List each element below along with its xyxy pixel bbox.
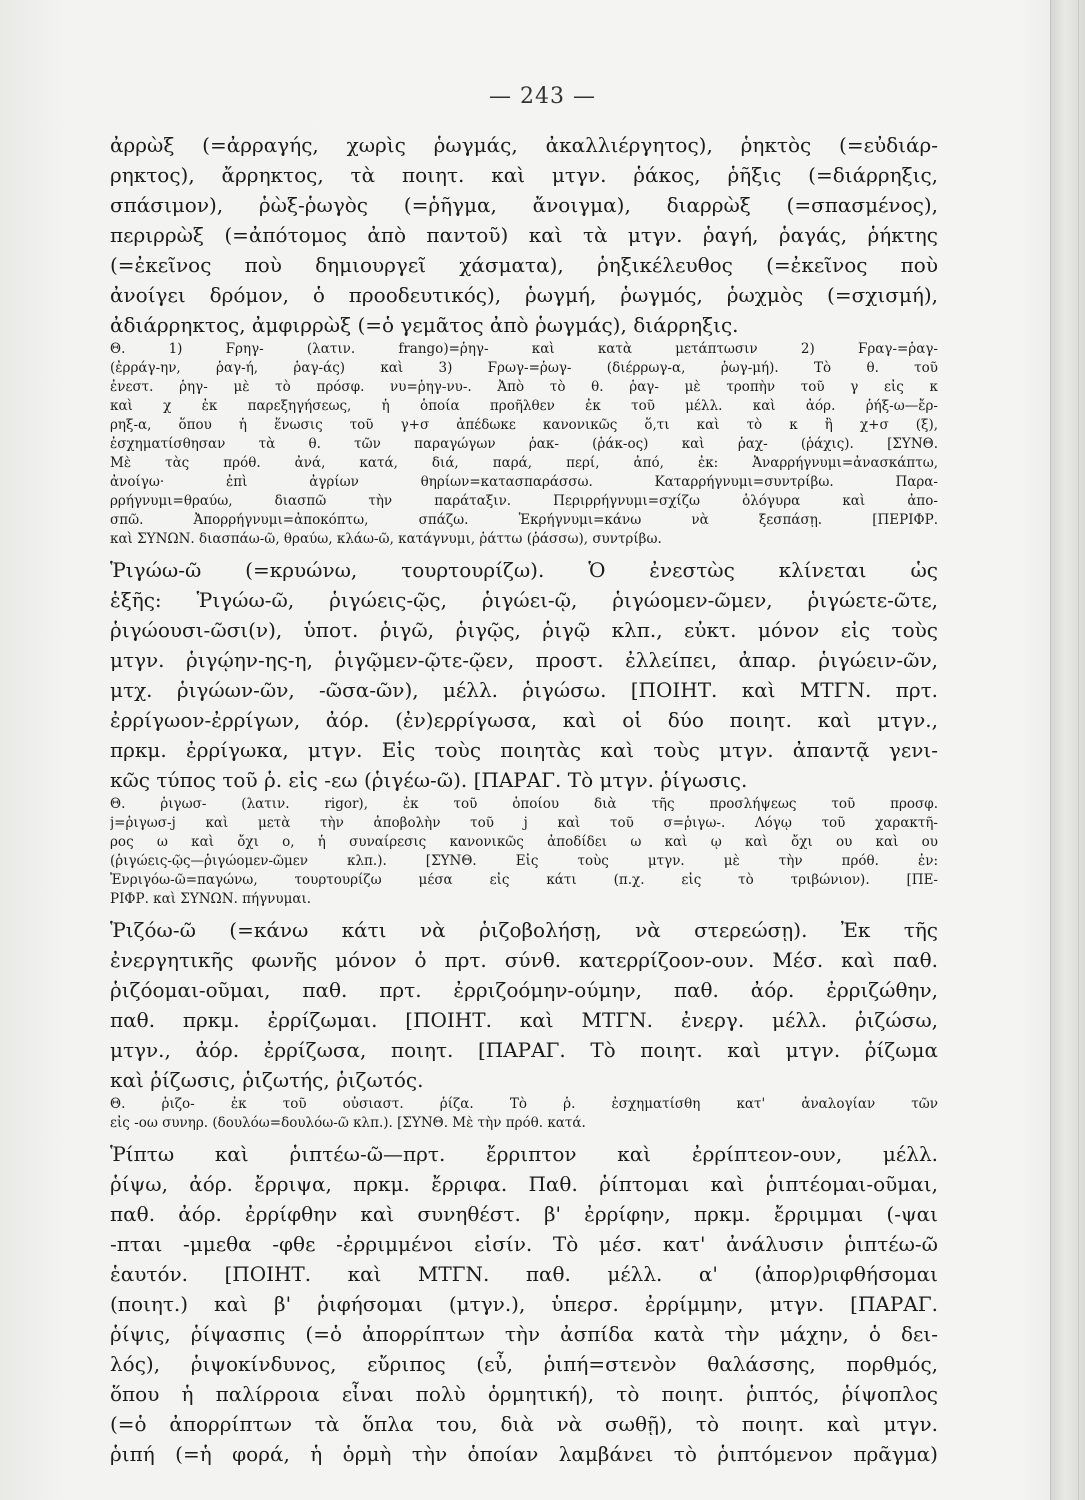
- entry-text-line: -πται -μμεθα -φθε -ἐρριμμένοι εἰσίν. Τὸ μέσ. κατ' ἀνάλυσιν ῥιπτέω-ῶ: [110, 1232, 938, 1256]
- etymology-note-line: Μὲ τὰς πρόθ. ἀνά, κατά, διά, παρά, περί, ἀπό, ἐκ: Ἀναρρήγνυμι=ἀνασκάπτω,: [110, 455, 938, 471]
- page-edge-shadow: [1050, 0, 1085, 1500]
- entry-text-line: Ῥιζόω-ῶ (=κάνω κάτι νὰ ῥιζοβολήσῃ, νὰ στερεώσῃ). Ἐκ τῆς: [110, 918, 938, 942]
- etymology-note-line: καὶ ΣΥΝΩΝ. διασπάω-ῶ, θραύω, κλάω-ῶ, κατάγνυμι, ῥάττω (ῥάσσω), συντρίβω.: [110, 531, 662, 547]
- entry-text-line: παθ. ἀόρ. ἐρρίφθην καὶ συνηθέστ. β' ἐρρίφην, πρκμ. ἔρριμμαι (-ψαι: [110, 1202, 938, 1226]
- entry-text-line: μτγν. ῥιγῴην-ης-η, ῥιγῷμεν-ῷτε-ῷεν, προστ. ἐλλείπει, ἀπαρ. ῥιγώειν-ῶν,: [110, 648, 938, 672]
- entry-text-line: ῥιπή (=ἡ φορά, ἡ ὁρμὴ τὴν ὁποίαν λαμβάνει τὸ ῥιπτόμενον πρᾶγμα): [110, 1442, 938, 1466]
- entry-text-line: ρηκτος), ἄρρηκτος, τὰ ποιητ. καὶ μτγν. ῥάκος, ῥῆξις (=διάρρηξις,: [110, 163, 938, 187]
- etymology-note-line: ἐσχηματίσθησαν τὰ θ. τῶν παραγώγων ῥακ- (ῥάκ-ος) καὶ ῥαχ- (ῥάχις). [ΣΥΝΘ.: [110, 436, 938, 452]
- etymology-note-line: Θ. ῥιγωσ- (λατιν. rigor), ἐκ τοῦ ὁποίου διὰ τῆς προσλήψεως τοῦ προσφ.: [110, 796, 938, 812]
- etymology-note-line: ρος ω καὶ ὄχι ο, ἡ συναίρεσις κανονικῶς ἀποδίδει ω καὶ ῳ καὶ ὄχι ου καὶ ου: [110, 834, 938, 850]
- entry-text-line: ἐνεργητικῆς φωνῆς μόνον ὁ πρτ. σύνθ. κατερρίζοον-ουν. Μέσ. καὶ παθ.: [110, 948, 938, 972]
- entry-text-line: μτχ. ῥιγώων-ῶν, -ῶσα-ῶν), μέλλ. ῥιγώσω. [ΠΟΙΗΤ. καὶ ΜΤΓΝ. πρτ.: [110, 678, 938, 702]
- entry-text-line: λός), ῥιψοκίνδυνος, εὔριπος (εὖ, ῥιπή=στενὸν θαλάσσης, πορθμός,: [110, 1352, 938, 1376]
- etymology-note-line: (ἐρράγ-ην, ῥαγ-ή, ῥαγ-άς) καὶ 3) Ϝρωγ-=ῥωγ- (διέρρωγ-α, ῥωγ-μή). Τὸ θ. τοῦ: [110, 360, 938, 376]
- etymology-note-line: (ῥιγώεις-ῷς—ῥιγώομεν-ῶμεν κλπ.). [ΣΥΝΘ. Εἰς τοὺς μτγν. μὲ τὴν πρόθ. ἐν:: [110, 853, 938, 869]
- etymology-note-line: Θ. 1) Ϝρηγ- (λατιν. frango)=ῥηγ- καὶ κατὰ μετάπτωσιν 2) Ϝραγ-=ῥαγ-: [110, 341, 938, 357]
- page-number: — 243 —: [489, 84, 596, 109]
- etymology-note-line: ρρήγνυμι=θραύω, διασπῶ τὴν παράταξιν. Περιρρήγνυμι=σχίζω ὁλόγυρα καὶ ἀπο-: [110, 493, 938, 509]
- entry-text-line: (ποιητ.) καὶ β' ῥιφήσομαι (μτγν.), ὑπερσ. ἐρρίμμην, μτγν. [ΠΑΡΑΓ.: [110, 1292, 938, 1316]
- entry-text-line: ὅπου ἡ παλίρροια εἶναι πολὺ ὁρμητική), τὸ ποιητ. ῥιπτός, ῥίψοπλος: [110, 1382, 938, 1406]
- entry-text-line: (=ἐκεῖνος ποὺ δημιουργεῖ χάσματα), ῥηξικέλευθος (=ἐκεῖνος ποὺ: [110, 253, 938, 277]
- entry-text-line: ἑξῆς: Ῥιγώω-ῶ, ῥιγώεις-ῷς, ῥιγώει-ῷ, ῥιγώομεν-ῶμεν, ῥιγώετε-ῶτε,: [110, 588, 938, 612]
- entry-text-line: καὶ ῥίζωσις, ῥιζωτής, ῥιζωτός.: [110, 1068, 424, 1092]
- etymology-note-line: καὶ χ ἐκ παρεξηγήσεως, ἡ ὁποία προῆλθεν ἐκ τοῦ μέλλ. καὶ ἀόρ. ῥήξ-ω—ἔρ-: [110, 398, 938, 414]
- entry-text-line: ῥιζόομαι-οῦμαι, παθ. πρτ. ἐρριζοόμην-ούμην, παθ. ἀόρ. ἐρριζώθην,: [110, 978, 938, 1002]
- etymology-note-line: ἐνεστ. ῥηγ- μὲ τὸ πρόσφ. νυ=ῥηγ-νυ-. Ἀπὸ τὸ θ. ῥαγ- μὲ τροπὴν τοῦ γ εἰς κ: [110, 379, 938, 395]
- etymology-note-line: εἰς -οω συνηρ. (δουλόω=δουλόω-ῶ κλπ.). [ΣΥΝΘ. Μὲ τὴν πρόθ. κατά.: [110, 1115, 586, 1131]
- etymology-note-line: Ἐνριγόω-ῶ=παγώνω, τουρτουρίζω μέσα εἰς κάτι (π.χ. εἰς τὸ τριβώνιον). [ΠΕ-: [110, 872, 938, 888]
- entry-text-line: ῥίψις, ῥίψασπις (=ὁ ἀπορρίπτων τὴν ἀσπίδα κατὰ τὴν μάχην, ὁ δει-: [110, 1322, 938, 1346]
- etymology-note-line: j=ῥιγωσ-j καὶ μετὰ τὴν ἀποβολὴν τοῦ j καὶ τοῦ σ=ῥιγω-. Λόγῳ τοῦ χαρακτῆ-: [110, 815, 938, 831]
- entry-text-line: ἀρρὼξ (=ἀρραγής, χωρὶς ῥωγμάς, ἀκαλλιέργητος), ῥηκτὸς (=εὐδιάρ-: [110, 133, 938, 157]
- entry-text-line: ἐρρίγωον-ἐρρίγων, ἀόρ. (ἐν)ερρίγωσα, καὶ οἱ δύο ποιητ. καὶ μτγν.,: [110, 708, 938, 732]
- entry-text-line: κῶς τύπος τοῦ ῥ. εἰς -εω (ῥιγέω-ῶ). [ΠΑΡΑΓ. Τὸ μτγν. ῥίγωσις.: [110, 768, 748, 792]
- entry-text-line: Ῥιγώω-ῶ (=κρυώνω, τουρτουρίζω). Ὁ ἐνεστὼς κλίνεται ὡς: [110, 558, 938, 582]
- entry-text-line: σπάσιμον), ῥὼξ-ῥωγὸς (=ῥῆγμα, ἄνοιγμα), διαρρὼξ (=σπασμένος),: [110, 193, 938, 217]
- entry-text-line: ἀνοίγει δρόμον, ὁ προοδευτικός), ῥωγμή, ῥωγμός, ῥωχμὸς (=σχισμή),: [110, 283, 938, 307]
- etymology-note-line: ΡΙΦΡ. καὶ ΣΥΝΩΝ. πήγνυμαι.: [110, 891, 312, 907]
- entry-text-line: ῥίψω, ἀόρ. ἔρριψα, πρκμ. ἔρριφα. Παθ. ῥίπτομαι καὶ ῥιπτέομαι-οῦμαι,: [110, 1172, 938, 1196]
- entry-text-line: ἀδιάρρηκτος, ἀμφιρρὼξ (=ὁ γεμᾶτος ἀπὸ ῥωγμάς), διάρρηξις.: [110, 313, 739, 337]
- etymology-note-line: ρηξ-α, ὅπου ἡ ἕνωσις τοῦ γ+σ ἀπέδωκε κανονικῶς ὅ,τι καὶ τὸ κ ἢ χ+σ (ξ),: [110, 417, 938, 433]
- entry-text-line: παθ. πρκμ. ἐρρίζωμαι. [ΠΟΙΗΤ. καὶ ΜΤΓΝ. ἐνεργ. μέλλ. ῥιζώσω,: [110, 1008, 938, 1032]
- etymology-note-line: Θ. ῥιζο- ἐκ τοῦ οὐσιαστ. ῥίζα. Τὸ ῥ. ἐσχηματίσθη κατ' ἀναλογίαν τῶν: [110, 1096, 938, 1112]
- etymology-note-line: ἀνοίγω· ἐπὶ ἀγρίων θηρίων=κατασπαράσσω. Καταρρήγνυμι=συντρίβω. Παρα-: [110, 474, 938, 490]
- entry-text-line: περιρρὼξ (=ἀπότομος ἀπὸ παντοῦ) καὶ τὰ μτγν. ῥαγή, ῥαγάς, ῥήκτης: [110, 223, 938, 247]
- entry-text-line: μτγν., ἀόρ. ἐρρίζωσα, ποιητ. [ΠΑΡΑΓ. Τὸ ποιητ. καὶ μτγν. ῥίζωμα: [110, 1038, 938, 1062]
- dictionary-text-block: [110, 130, 938, 1469]
- entry-text-line: ῥιγώουσι-ῶσι(ν), ὑποτ. ῥιγῶ, ῥιγῷς, ῥιγῷ κλπ., εὐκτ. μόνον εἰς τοὺς: [110, 618, 938, 642]
- entry-text-line: Ῥίπτω καὶ ῥιπτέω-ῶ—πρτ. ἔρριπτον καὶ ἐρρίπτεον-ουν, μέλλ.: [110, 1142, 938, 1166]
- entry-text-line: πρκμ. ἐρρίγωκα, μτγν. Εἰς τοὺς ποιητὰς καὶ τοὺς μτγν. ἀπαντᾷ γενι-: [110, 738, 938, 762]
- etymology-note-line: σπῶ. Ἀπορρήγνυμι=ἀποκόπτω, σπάζω. Ἐκρήγνυμι=κάνω νὰ ξεσπάσῃ. [ΠΕΡΙΦΡ.: [110, 512, 938, 528]
- entry-text-line: (=ὁ ἀπορρίπτων τὰ ὅπλα του, διὰ νὰ σωθῇ), τὸ ποιητ. καὶ μτγν.: [110, 1412, 938, 1436]
- entry-text-line: ἑαυτόν. [ΠΟΙΗΤ. καὶ ΜΤΓΝ. παθ. μέλλ. α' (ἀπορ)ριφθήσομαι: [110, 1262, 938, 1286]
